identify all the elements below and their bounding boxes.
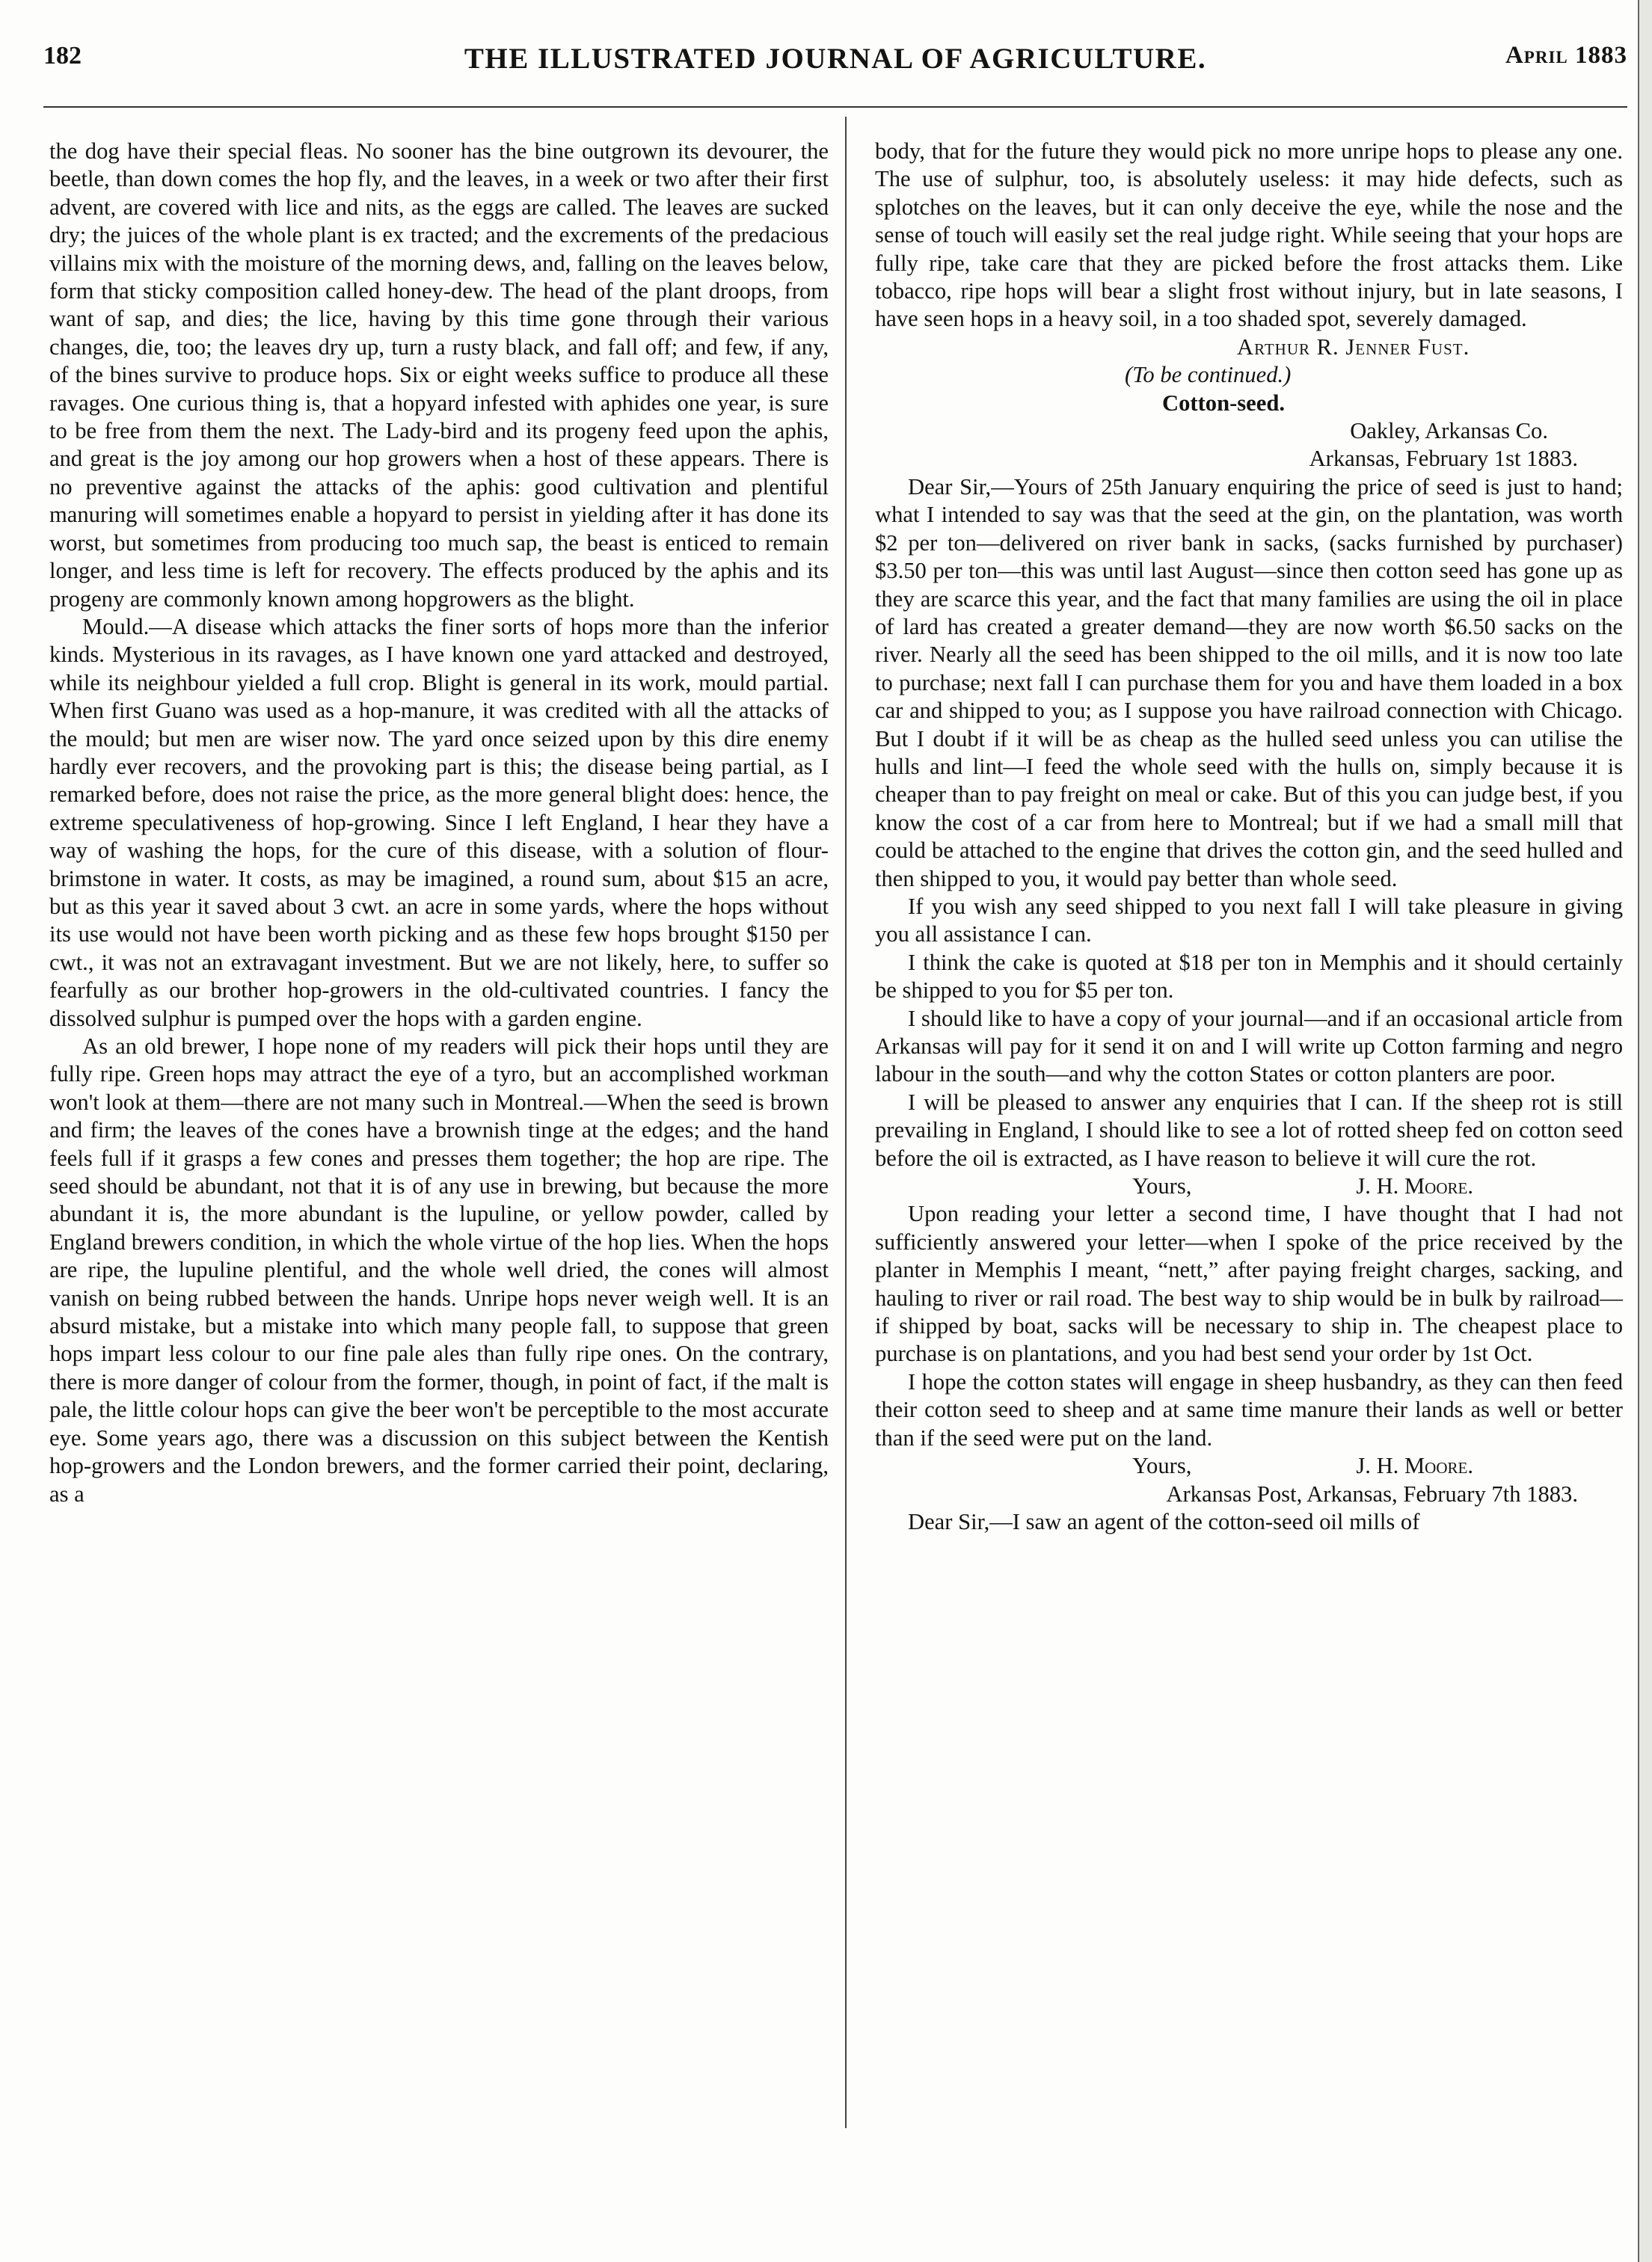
issue-date: April 1883	[1505, 42, 1627, 69]
paragraph: I think the cake is quoted at $18 per ton in Memphis and it should certainly be shipped to you for $5 per ton.	[875, 949, 1623, 1004]
closing-name: J. H. Moore.	[1356, 1453, 1473, 1479]
paragraph: Dear Sir,—Yours of 25th January enquiring the price of seed is just to hand; what I intended to say was that the seed at the gin, on the plantation, was worth $2 per ton—delivered on river bank in sacks, (sacks furnished by purchaser) $3.50 per ton—this was until last August—since then cotton seed has gone up as they are scarce this year, and the fact that many families are using the oil in place of lard has created a greater demand—they are now worth $6.50 sacks on the river. Nearly all the seed has been shipped to the oil mills, and it is now too late to purchase; next fall I can purchase them for you and have them loaded in a box car and shipped to you; as I suppose you have railroad connection with Chicago. But I doubt if it will be as cheap as the hulled seed unless you can utilise the hulls and lint—I feed the whole seed with the hulls on, simply because it is cheaper than to pay freight on meal or cake. But of this you can judge best, if you know the cost of a car from here to Montreal; but if we had a small mill that could be attached to the engine that drives the cotton gin, and the seed hulled and then shipped to you, it would pay better than whole seed.	[875, 473, 1623, 891]
paragraph: Upon reading your letter a second time, I have thought that I had not sufficiently answered your letter—when I spoke of the price received by the planter in Memphis I meant, “nett,” after paying freight charges, sacking, and hauling to river or rail road. The best way to ship would be in bulk by railroad—if shipped by boat, sacks will be necessary to ship in. The cheapest place to purchase is on plantations, and you had best send your order by 1st Oct.	[875, 1201, 1623, 1367]
paragraph: body, that for the future they would pick no more unripe hops to please any one. The use of sulphur, too, is absolutely useless: it may hide defects, such as splotches on the leaves, but it can only deceive the eye, while the nose and the sense of touch will easily set the real judge right. While seeing that your hops are fully ripe, take care that they are picked before the frost attacks them. Like tobacco, ripe hops will bear a slight frost without injury, but in late seasons, I have seen hops in a heavy soil, in a too shaded spot, severely damaged.	[875, 138, 1623, 332]
column-divider	[845, 117, 847, 2128]
page-header	[43, 42, 1627, 79]
letter-closing	[875, 1452, 1623, 1480]
paragraph: Mould.—A disease which attacks the finer sorts of hops more than the inferior kinds. Mysterious in its ravages, as I have known one yard attacked and destroyed, while its neighbour yielded a full crop. Blight is general in its work, mould partial. When first Guano was used as a hop-manure, it was credited with all the attacks of the mould; but men are wiser now. The yard once seized upon by this dire enemy hardly ever recovers, and the provoking part is this; the disease being partial, as I remarked before, does not raise the price, as the more general blight does: hence, the extreme speculativeness of hop-growing. Since I left England, I hear they have a way of washing the hops, for the cure of this disease, with a solution of flour-brimstone in water. It costs, as may be imagined, a round sum, about $15 an acre, but as this year it saved about 3 cwt. an acre in some yards, where the hops without its use would not have been worth picking and as these few hops brought $150 per cwt., it was not an extravagant investment. But we are not likely, here, to suffer so fearfully as our brother hop-growers in the old-cultivated countries. I fancy the dissolved sulphur is pumped over the hops with a garden engine.	[49, 613, 829, 1031]
header-rule	[43, 106, 1627, 108]
closing-name: J. H. Moore.	[1356, 1173, 1473, 1199]
author-signature: Arthur R. Jenner Fust.	[1237, 334, 1470, 360]
paragraph: I will be pleased to answer any enquiries that I can. If the sheep rot is still prevailing in England, I should like to see a lot of rotted sheep fed on cotton seed before the oil is extracted, as I have reason to believe it will cure the rot.	[875, 1089, 1623, 1171]
letter-address: Oakley, Arkansas Co.	[1350, 418, 1548, 444]
paragraph: If you wish any seed shipped to you next fall I will take pleasure in giving you all assistance I can.	[875, 893, 1623, 947]
left-column	[49, 138, 829, 1508]
to-be-continued: (To be continued.)	[1125, 362, 1292, 388]
paragraph: the dog have their special fleas. No sooner has the bine outgrown its devourer, the beetle, than down comes the hop fly, and the leaves, in a week or two after their first advent, are covered with lice and nits, as the eggs are called. The leaves are sucked dry; the juices of the whole plant is ex tracted; and the excrements of the predacious villains mix with the moisture of the morning dews, and, falling on the leaves below, form that sticky composition called honey-dew. The head of the plant droops, from want of sap, and dies; the lice, having by this time gone through their various changes, die, too; the leaves dry up, turn a rusty black, and fall off; and few, if any, of the bines survive to produce hops. Six or eight weeks suffice to produce all these ravages. One curious thing is, that a hopyard infested with aphides one year, is sure to be free from them the next. The Lady-bird and its progeny feed upon the aphis, and great is the joy among our hop growers when a host of these appears. There is no preventive against the attacks of the aphis: good cultivation and plentiful manuring will sometimes enable a hopyard to persist in yielding after it has done its worst, but sometimes from producing too much sap, the beast is enticed to remain longer, and less time is left for recovery. The effects produced by the aphis and its progeny are commonly known among hopgrowers as the blight.	[49, 138, 829, 612]
letter-date: Arkansas, February 1st 1883.	[1309, 446, 1578, 472]
paragraph: I should like to have a copy of your journal—and if an occasional article from Arkansas will pay for it send it on and I will write up Cotton farming and negro labour in the south—and why the cotton States or cotton planters are poor.	[875, 1005, 1623, 1087]
paragraph: As an old brewer, I hope none of my readers will pick their hops until they are fully ripe. Green hops may attract the eye of a tyro, but an accomplished workman won't look at them—there are not many such in Montreal.—When the seed is brown and firm; the leaves of the cones have a brownish tinge at the edges; and the hand feels full if it grasps a few cones and presses them together; the hop are ripe. The seed should be abundant, not that it is of any use in brewing, but because the more abundant it is, the more abundant is the lupuline, or yellow powder, called by England brewers condition, in which the whole virtue of the hop lies. When the hops are ripe, the lupuline plentiful, and the whole well dried, the cones will almost vanish on being rubbed between the hands. Unripe hops never weigh well. It is an absurd mistake, but a mistake into which many people fall, to suppose that green hops impart less colour to our fine pale ales than fully ripe ones. On the contrary, there is more danger of colour from the former, though, in point of fact, if the malt is pale, the little colour hops can give the beer won't be perceptible to the most accurate eye. Some years ago, there was a discussion on this subject between the Kentish hop-growers and the London brewers, and the former carried their point, declaring, as a	[49, 1033, 829, 1507]
section-title: Cotton-seed.	[1162, 390, 1285, 416]
second-letter-address: Arkansas Post, Arkansas, February 7th 1883.	[1166, 1481, 1578, 1507]
page-edge-shadow	[1638, 0, 1652, 2262]
journal-title: THE ILLUSTRATED JOURNAL OF AGRICULTURE.	[464, 43, 1207, 75]
page-number: 182	[43, 42, 82, 70]
paragraph: I hope the cotton states will engage in sheep husbandry, as they can then feed their cotton seed to sheep and at same time manure their lands as well or better than if the seed were put on the land.	[875, 1368, 1623, 1451]
paragraph: Dear Sir,—I saw an agent of the cotton-seed oil mills of	[908, 1508, 1420, 1534]
closing-yours: Yours,	[1132, 1453, 1192, 1479]
letter-closing	[875, 1173, 1623, 1200]
closing-yours: Yours,	[1132, 1173, 1192, 1199]
right-column	[875, 138, 1623, 1536]
